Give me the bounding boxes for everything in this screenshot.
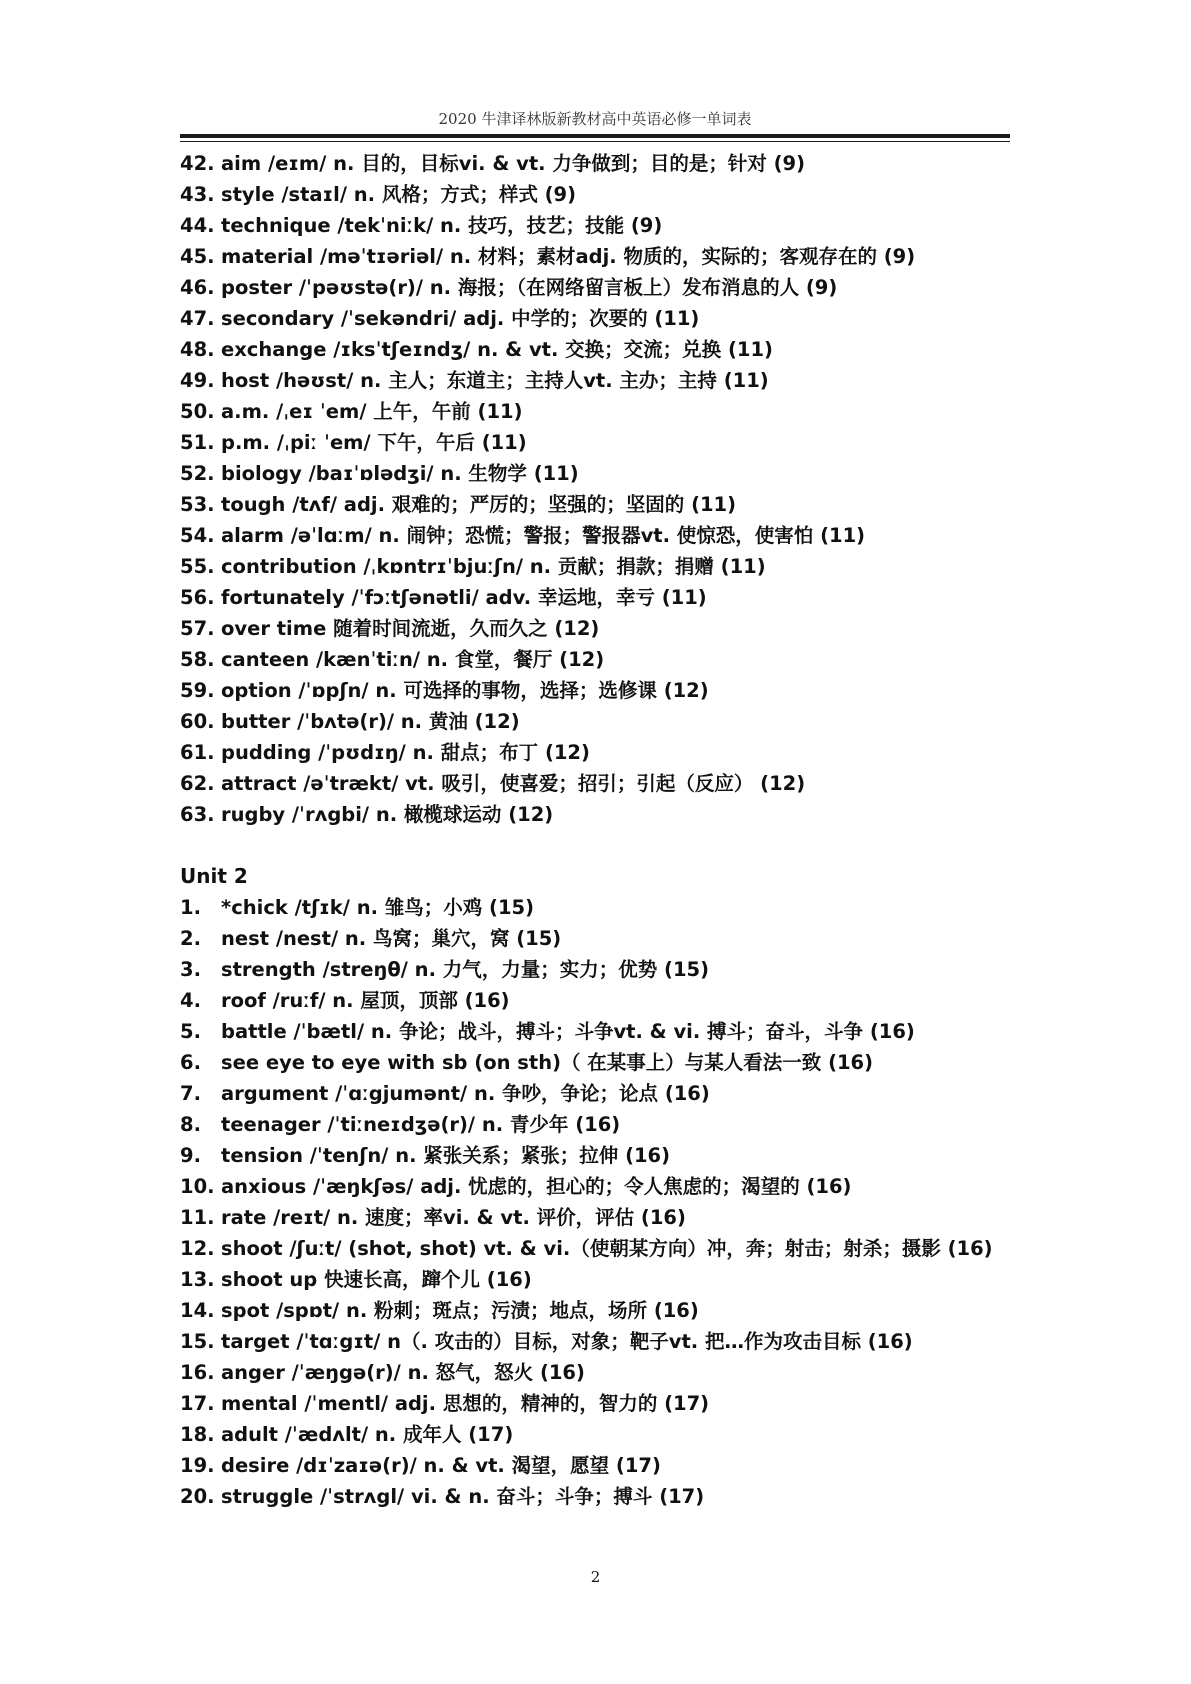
entry-text: shoot /ʃuːt/ (shot, shot) vt. & vi.（使朝某方向）冲，奔；射击；射杀；摄影 (16) [221, 1237, 993, 1260]
entry-number: 55. [180, 555, 215, 578]
entry-text: secondary /ˈsekəndri/ adj. 中学的；次要的 (11) [221, 307, 700, 330]
entry-text: rate /reɪt/ n. 速度；率vi. & vt. 评价，评估 (16) [221, 1206, 686, 1229]
vocab-entry [180, 644, 1010, 675]
entry-number: 4. [180, 989, 201, 1012]
entry-number: 11. [180, 1206, 215, 1229]
entry-text: style /staɪl/ n. 风格；方式；样式 (9) [221, 183, 577, 206]
entry-number: 7. [180, 1082, 201, 1105]
entry-text: tension /ˈtenʃn/ n. 紧张关系；紧张；拉伸 (16) [221, 1144, 671, 1167]
vocab-entry [180, 892, 1010, 923]
vocab-entry [180, 1047, 1010, 1078]
entry-number: 3. [180, 958, 201, 981]
entry-text: fortunately /ˈfɔːtʃənətli/ adv. 幸运地，幸亏 (11) [221, 586, 707, 609]
entry-text: material /məˈtɪəriəl/ n. 材料；素材adj. 物质的，实际的；客观存在的 (9) [221, 245, 916, 268]
vocab-entry [180, 489, 1010, 520]
vocab-entry [180, 1419, 1010, 1450]
entry-text: over time 随着时间流逝，久而久之 (12) [221, 617, 600, 640]
entry-number: 16. [180, 1361, 215, 1384]
entry-text: *chick /tʃɪk/ n. 雏鸟；小鸡 (15) [221, 896, 535, 919]
entry-text: butter /ˈbʌtə(r)/ n. 黄油 (12) [221, 710, 520, 733]
entry-number: 51. [180, 431, 215, 454]
entry-number: 20. [180, 1485, 215, 1508]
entry-number: 9. [180, 1144, 201, 1167]
entry-text: technique /tekˈniːk/ n. 技巧，技艺；技能 (9) [221, 214, 663, 237]
vocab-entry [180, 520, 1010, 551]
entry-text: poster /ˈpəʊstə(r)/ n. 海报；（在网络留言板上）发布消息的人 (9) [221, 276, 838, 299]
entry-number: 42. [180, 152, 215, 175]
vocab-entry [180, 148, 1010, 179]
header-rule-thick [180, 134, 1010, 138]
entry-text: host /həʊst/ n. 主人；东道主；主持人vt. 主办；主持 (11) [221, 369, 769, 392]
entry-text: mental /ˈmentl/ adj. 思想的，精神的，智力的 (17) [221, 1392, 710, 1415]
vocab-entry [180, 551, 1010, 582]
vocabulary-list-unit2 [180, 892, 1010, 1512]
vocab-entry [180, 1264, 1010, 1295]
entry-number: 8. [180, 1113, 201, 1136]
entry-number: 48. [180, 338, 215, 361]
vocabulary-list-unit1-continued [180, 148, 1010, 830]
entry-text: target /ˈtɑːgɪt/ n（. 攻击的）目标，对象；靶子vt. 把…作为攻击目标 (16) [221, 1330, 913, 1353]
vocab-entry [180, 210, 1010, 241]
entry-text: canteen /kænˈtiːn/ n. 食堂，餐厅 (12) [221, 648, 605, 671]
vocab-entry [180, 1388, 1010, 1419]
entry-text: aim /eɪm/ n. 目的，目标vi. & vt. 力争做到；目的是；针对 (9) [221, 152, 806, 175]
vocab-entry [180, 675, 1010, 706]
entry-text: shoot up 快速长高，蹿个儿 (16) [221, 1268, 532, 1291]
entry-number: 44. [180, 214, 215, 237]
vocab-entry [180, 1078, 1010, 1109]
entry-text: biology /baɪˈɒlədʒi/ n. 生物学 (11) [221, 462, 579, 485]
entry-text: anger /ˈæŋgə(r)/ n. 怒气，怒火 (16) [221, 1361, 585, 1384]
vocab-entry [180, 1481, 1010, 1512]
entry-number: 58. [180, 648, 215, 671]
entry-number: 57. [180, 617, 215, 640]
page-header: 2020 牛津译林版新教材高中英语必修一单词表 [438, 110, 752, 128]
entry-text: roof /ruːf/ n. 屋顶，顶部 (16) [221, 989, 510, 1012]
vocab-entry [180, 458, 1010, 489]
vocab-entry [180, 1233, 1010, 1264]
entry-number: 52. [180, 462, 215, 485]
entry-number: 13. [180, 1268, 215, 1291]
vocab-entry [180, 427, 1010, 458]
vocab-entry [180, 923, 1010, 954]
entry-text: a.m. /ˌeɪ ˈem/ 上午，午前 (11) [221, 400, 523, 423]
section-gap [180, 830, 1010, 861]
entry-text: anxious /ˈæŋkʃəs/ adj. 忧虑的，担心的；令人焦虑的；渴望的 (16) [221, 1175, 852, 1198]
entry-number: 10. [180, 1175, 215, 1198]
entry-text: p.m. /ˌpiː ˈem/ 下午，午后 (11) [221, 431, 527, 454]
entry-number: 2. [180, 927, 201, 950]
vocab-entry [180, 737, 1010, 768]
entry-number: 14. [180, 1299, 215, 1322]
entry-text: spot /spɒt/ n. 粉刺；斑点；污渍；地点，场所 (16) [221, 1299, 699, 1322]
entry-text: see eye to eye with sb (on sth)（ 在某事上）与某人看法一致 (16) [221, 1051, 874, 1074]
vocab-entry [180, 365, 1010, 396]
vocab-entry [180, 706, 1010, 737]
entry-text: alarm /əˈlɑːm/ n. 闹钟；恐慌；警报；警报器vt. 使惊恐，使害怕 (11) [221, 524, 866, 547]
vocab-entry [180, 1109, 1010, 1140]
entry-text: rugby /ˈrʌgbi/ n. 橄榄球运动 (12) [221, 803, 554, 826]
entry-text: struggle /ˈstrʌgl/ vi. & n. 奋斗；斗争；搏斗 (17) [221, 1485, 705, 1508]
entry-number: 59. [180, 679, 215, 702]
vocab-entry [180, 179, 1010, 210]
entry-number: 18. [180, 1423, 215, 1446]
entry-text: tough /tʌf/ adj. 艰难的；严厉的；坚强的；坚固的 (11) [221, 493, 737, 516]
vocabulary-list [180, 148, 1010, 1512]
vocab-entry [180, 799, 1010, 830]
entry-number: 46. [180, 276, 215, 299]
vocab-entry [180, 1171, 1010, 1202]
entry-text: teenager /ˈtiːneɪdʒə(r)/ n. 青少年 (16) [221, 1113, 621, 1136]
vocab-entry [180, 334, 1010, 365]
vocab-entry [180, 1295, 1010, 1326]
vocab-entry [180, 1202, 1010, 1233]
vocab-entry [180, 954, 1010, 985]
entry-text: strength /streŋθ/ n. 力气，力量；实力；优势 (15) [221, 958, 710, 981]
vocab-entry [180, 1326, 1010, 1357]
vocab-entry [180, 1357, 1010, 1388]
entry-number: 63. [180, 803, 215, 826]
vocab-entry [180, 303, 1010, 334]
vocab-entry [180, 582, 1010, 613]
vocab-entry [180, 241, 1010, 272]
entry-text: adult /ˈædʌlt/ n. 成年人 (17) [221, 1423, 514, 1446]
page-number: 2 [590, 1568, 601, 1586]
entry-number: 19. [180, 1454, 215, 1477]
entry-number: 61. [180, 741, 215, 764]
entry-number: 53. [180, 493, 215, 516]
vocab-entry [180, 768, 1010, 799]
entry-number: 6. [180, 1051, 201, 1074]
entry-text: nest /nest/ n. 鸟窝；巢穴，窝 (15) [221, 927, 562, 950]
entry-text: pudding /ˈpʊdɪŋ/ n. 甜点；布丁 (12) [221, 741, 590, 764]
vocab-entry [180, 1450, 1010, 1481]
entry-text: contribution /ˌkɒntrɪˈbjuːʃn/ n. 贡献；捐款；捐赠 (11) [221, 555, 766, 578]
entry-text: argument /ˈɑːgjumənt/ n. 争吵，争论；论点 (16) [221, 1082, 710, 1105]
entry-number: 1. [180, 896, 201, 919]
entry-number: 47. [180, 307, 215, 330]
entry-number: 43. [180, 183, 215, 206]
vocab-entry [180, 1016, 1010, 1047]
vocab-entry [180, 272, 1010, 303]
entry-text: battle /ˈbætl/ n. 争论；战斗，搏斗；斗争vt. & vi. 搏斗；奋斗，斗争 (16) [221, 1020, 915, 1043]
entry-number: 62. [180, 772, 215, 795]
entry-number: 17. [180, 1392, 215, 1415]
entry-number: 45. [180, 245, 215, 268]
entry-text: desire /dɪˈzaɪə(r)/ n. & vt. 渴望，愿望 (17) [221, 1454, 661, 1477]
entry-text: exchange /ɪksˈtʃeɪndʒ/ n. & vt. 交换；交流；兑换 (11) [221, 338, 773, 361]
entry-number: 49. [180, 369, 215, 392]
entry-number: 12. [180, 1237, 215, 1260]
entry-number: 5. [180, 1020, 201, 1043]
header-rule-thin [180, 141, 1010, 142]
vocab-entry [180, 613, 1010, 644]
entry-number: 50. [180, 400, 215, 423]
entry-number: 54. [180, 524, 215, 547]
entry-text: attract /əˈtrækt/ vt. 吸引，使喜爱；招引；引起（反应） (12) [221, 772, 806, 795]
entry-text: option /ˈɒpʃn/ n. 可选择的事物，选择；选修课 (12) [221, 679, 709, 702]
vocab-entry [180, 1140, 1010, 1171]
entry-number: 15. [180, 1330, 215, 1353]
vocab-entry [180, 396, 1010, 427]
entry-number: 60. [180, 710, 215, 733]
vocab-entry [180, 985, 1010, 1016]
unit-heading: Unit 2 [180, 864, 248, 888]
entry-number: 56. [180, 586, 215, 609]
